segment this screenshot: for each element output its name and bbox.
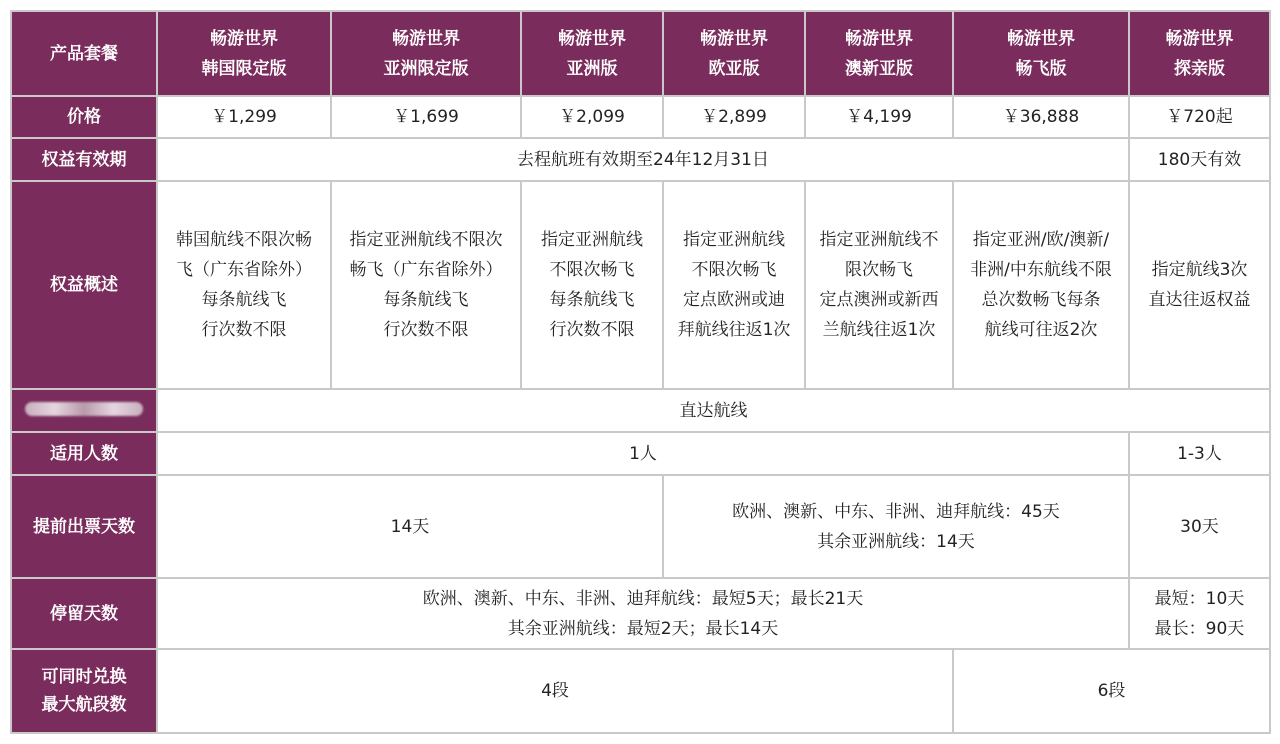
column-header-unlimited [953,11,1129,96]
column-header-line2: 澳新亚版 [845,58,913,79]
row-header-people: 适用人数 [11,432,157,475]
summary-cell [1129,181,1270,389]
summary-row [11,181,1270,389]
advance-group2-cell [663,475,1129,578]
price-cell: ￥1,699 [331,96,521,138]
segments-main-cell: 4段 [157,649,953,733]
summary-line: 定点澳洲或新西 [819,290,939,310]
column-header-line2: 韩国限定版 [201,58,287,79]
summary-line: 行次数不限 [201,320,287,340]
summary-line: 行次数不限 [383,320,469,340]
advance-line: 其余亚洲航线：14天 [817,531,975,552]
stay-line: 欧洲、澳新、中东、非洲、迪拜航线：最短5天；最长21天 [422,588,864,609]
column-header-line1: 畅游世界 [1165,28,1234,49]
price-cell: ￥4,199 [805,96,953,138]
price-cell: ￥2,099 [521,96,663,138]
price-cell: ￥36,888 [953,96,1129,138]
row-header-summary: 权益概述 [11,181,157,389]
summary-cell [805,181,953,389]
validity-row [11,138,1270,181]
row-header-line: 可同时兑换 [41,667,127,687]
column-header-aus-nz-asia [805,11,953,96]
price-cell: ￥1,299 [157,96,331,138]
column-header-line1: 畅游世界 [1007,28,1075,49]
route-row [11,389,1270,432]
advance-group1-cell: 14天 [157,475,663,578]
stay-line: 其余亚洲航线：最短2天；最长14天 [507,618,779,639]
summary-line: 限次畅飞 [845,260,913,280]
stay-line: 最长：90天 [1154,618,1245,639]
summary-line: 总次数畅飞每条 [981,290,1101,310]
column-header-family [1129,11,1270,96]
stay-family-cell [1129,578,1270,649]
summary-line: 指定亚洲航线 [683,230,785,250]
summary-line: 定点欧洲或迪 [683,290,785,310]
column-header-line1: 畅游世界 [845,28,913,49]
segments-row [11,649,1270,733]
segments-last-cell: 6段 [953,649,1270,733]
row-header-price: 价格 [11,96,157,138]
price-cell: ￥720起 [1129,96,1270,138]
summary-cell [331,181,521,389]
people-main-cell: 1人 [157,432,1129,475]
row-header-segments [11,649,157,733]
price-cell: ￥2,899 [663,96,805,138]
column-header-line1: 畅游世界 [210,28,278,49]
route-cell: 直达航线 [157,389,1270,432]
summary-line: 韩国航线不限次畅 [176,230,312,250]
summary-line: 飞（广东省除外） [176,260,312,280]
summary-line: 非洲/中东航线不限 [970,260,1112,280]
summary-line: 指定亚洲航线不 [819,230,939,250]
column-header-line2: 畅飞版 [1015,58,1067,79]
summary-line: 直达往返权益 [1148,290,1251,310]
row-header-stay: 停留天数 [11,578,157,649]
summary-line: 指定航线3次 [1151,260,1248,280]
summary-line: 每条航线飞 [383,290,469,310]
people-family-cell: 1-3人 [1129,432,1270,475]
validity-main-cell: 去程航班有效期至24年12月31日 [157,138,1129,181]
header-row [11,11,1270,96]
row-header-validity: 权益有效期 [11,138,157,181]
corner-header: 产品套餐 [11,11,157,96]
column-header-line1: 畅游世界 [558,28,626,49]
summary-cell [157,181,331,389]
column-header-asia-limited [331,11,521,96]
advance-line: 欧洲、澳新、中东、非洲、迪拜航线：45天 [732,501,1060,522]
stay-line: 最短：10天 [1154,588,1245,609]
summary-cell [953,181,1129,389]
row-header-advance: 提前出票天数 [11,475,157,578]
people-row [11,432,1270,475]
summary-line: 航线可往返2次 [984,320,1098,340]
summary-line: 不限次畅飞 [691,260,777,280]
advance-row [11,475,1270,578]
column-header-euro-asia [663,11,805,96]
summary-line: 兰航线往返1次 [822,320,936,340]
summary-line: 每条航线飞 [549,290,635,310]
stay-main-cell [157,578,1129,649]
price-row [11,96,1270,138]
stay-row [11,578,1270,649]
column-header-korea [157,11,331,96]
summary-cell [521,181,663,389]
column-header-line2: 探亲版 [1174,58,1225,79]
column-header-line1: 畅游世界 [700,28,768,49]
advance-family-cell: 30天 [1129,475,1270,578]
column-header-line1: 畅游世界 [392,28,460,49]
summary-line: 行次数不限 [549,320,635,340]
column-header-line2: 亚洲限定版 [383,58,469,79]
product-comparison-table [10,10,1271,734]
redacted-label-blur [25,402,143,416]
product-comparison-table-wrap [10,10,1269,732]
summary-cell [663,181,805,389]
summary-line: 不限次畅飞 [549,260,635,280]
column-header-line2: 欧亚版 [708,58,760,79]
summary-line: 拜航线往返1次 [677,320,791,340]
column-header-asia [521,11,663,96]
summary-line: 指定亚洲/欧/澳新/ [972,230,1110,250]
summary-line: 指定亚洲航线 [541,230,643,250]
summary-line: 指定亚洲航线不限次 [349,230,503,250]
row-header-line: 最大航段数 [41,695,127,715]
column-header-line2: 亚洲版 [566,58,618,79]
row-header-route-redacted [11,389,157,432]
summary-line: 畅飞（广东省除外） [349,260,503,280]
validity-family-cell: 180天有效 [1129,138,1270,181]
summary-line: 每条航线飞 [201,290,287,310]
